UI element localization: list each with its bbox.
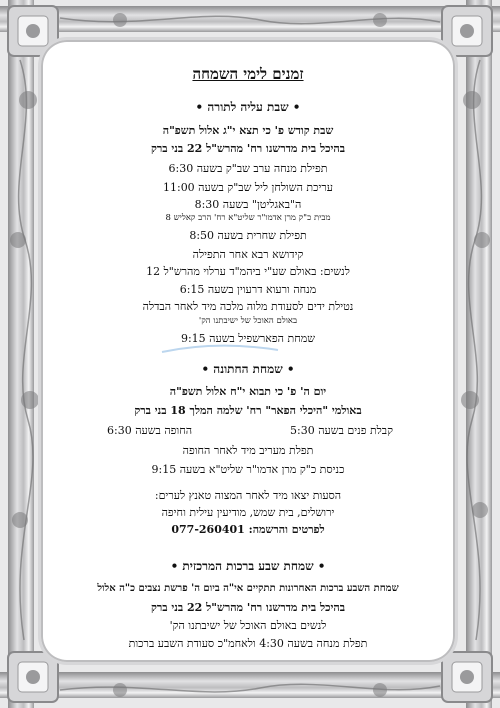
schedule-line: תפלת מנחה בשעה 4:30 ולאחמ"כ סעודת השבע ברכות <box>128 637 368 650</box>
schedule-line: כניסת כ"ק מרן אדמו"ר שליט"א בשעה 9:15 <box>151 463 345 476</box>
schedule-line: תפילת מנחה ערב שב"ק בשעה 6:30 <box>168 162 328 175</box>
section-heading: • שמחת החתונה • <box>201 362 295 376</box>
schedule-line: לנשים: באולם שע"י ביהמ"ד ערלוי מהרש"ל 12 <box>146 265 350 278</box>
schedule-line: שמחת הפארשפיל בשעה 9:15 <box>180 332 316 345</box>
event-date-line: שבת קודש פ' כי תצא י"ג אלול תשפ"ה <box>162 124 334 137</box>
section-heading: • שמחת שבע ברכות המרכזית • <box>170 559 326 573</box>
transport-line: ירושלים, בית שמש, מודיעין עילית וחיפה <box>161 506 335 519</box>
divider-swoosh <box>160 342 280 356</box>
schedule-line: ה"באגליטן" בשעה 8:30 <box>194 198 302 211</box>
schedule-line: קידושא רבא אחר התפילה <box>192 248 304 261</box>
page-title: זמנים לימי השמחה <box>192 65 304 83</box>
schedule-note: באולם האוכל של ישיבתנו הק' <box>198 316 298 326</box>
schedule-line: עריכת השולחן ליל שב"ק בשעה 11:00 <box>162 181 334 194</box>
schedule-line: נטילת ידים לסעודת מלוה מלכה מיד לאחר הבדלה <box>142 300 354 313</box>
transport-line: הסעות יצאו מיד לאחר המצוה טאנץ לערים: <box>154 489 342 502</box>
schedule-line: תפלת מעריב מיד לאחר החופה <box>182 444 314 457</box>
section-heading: • שבת עליה לתורה • <box>195 100 301 114</box>
event-date-line: יום ה' פ' כי תבוא י"ח אלול תשפ"ה <box>169 385 327 398</box>
schedule-note: מבית כ"ק מרן אדמו"ר שליט"א רח' הרב קאליש 8 <box>165 213 331 223</box>
event-date-line: שמחת השבע ברכות האחרונות תתקיים אי"ה ביום ה' פרשת נצבים כ"ה אלול <box>97 583 399 594</box>
event-location-line: באולמי "היכלי הפאר" רח' שלמה המלך 18 בני ברק <box>134 404 362 417</box>
schedule-line: מנחה ורעוא דרעוין בשעה 6:15 <box>179 283 317 296</box>
chuppah-time: החופה בשעה 6:30 <box>107 424 193 437</box>
contact-line: לפרטים והרשמה: 077-260401 <box>171 523 325 536</box>
schedule-line: לנשים באולם האוכל של ישיבתנו הק' <box>169 619 327 632</box>
schedule-line: תפילת שחרית בשעה 8:50 <box>189 229 307 242</box>
event-location-line: בהיכל בית מדרשנו רח' מהרש"ל 22 בני ברק <box>151 142 345 155</box>
event-location-line: בהיכל בית מדרשנו רח' מהרש"ל 22 בני ברק <box>151 601 345 614</box>
reception-time: קבלת פנים בשעה 5:30 <box>290 424 393 437</box>
